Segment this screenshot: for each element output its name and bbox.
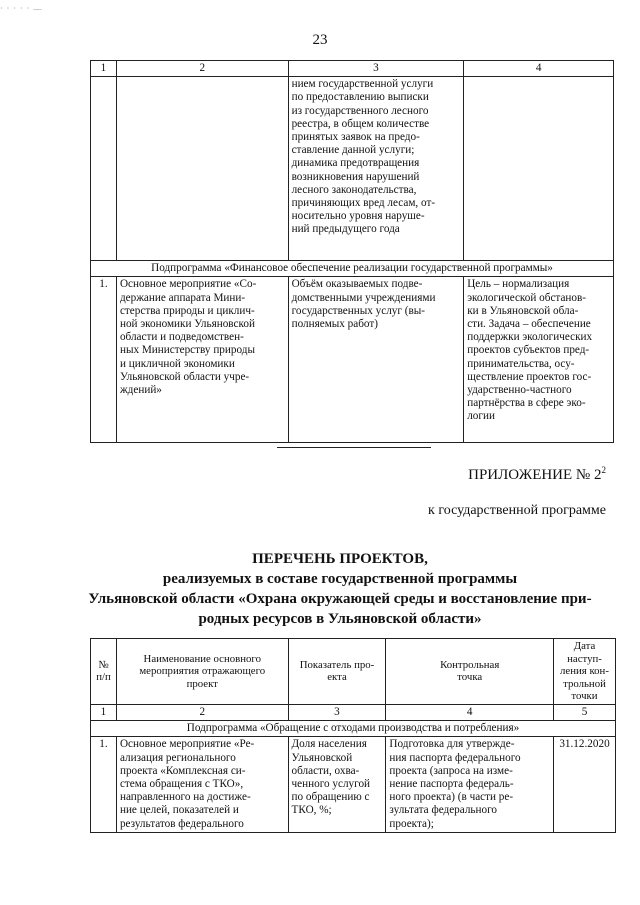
doc-title-line: родных ресурсов в Ульяновской области» xyxy=(198,611,482,627)
checkpoint-date: 31.12.2020 xyxy=(553,737,615,832)
row-number: 1. xyxy=(91,277,117,443)
doc-title-line: Ульяновской области «Охрана окружающей среды и восстановление при- xyxy=(88,591,592,607)
appendix-subtitle: к государственной программе xyxy=(428,503,606,518)
indicator: Доля населения Ульяновской области, охва- ченного услугой по обращению с ТКО, %; xyxy=(288,737,386,832)
activity-name: Основное мероприятие «Со- держание аппарата Мини- стерства природы и циклич- ной экономики Ульяновской области и подведомствен- ных Министерству природы и цикличной экономики Ульяновской области учре- ждений» xyxy=(116,277,288,443)
header-date: Дата наступ- ления кон- трольной точки xyxy=(553,639,615,705)
continuation-text: нием государственной услуги по предоставлению выписки из государственного лесного реестра, в общем количестве принятых заявок на предо- ставление данной услуги; динамика предотвращения возникновения нарушений лесного законодательства, причиняющих вред лесам, от- носительно уровня наруше- ний предыдущего года xyxy=(288,77,464,261)
col-number: 2 xyxy=(116,61,288,77)
col-number: 1 xyxy=(91,61,117,77)
activity-name: Основное мероприятие «Ре- ализация регионального проекта «Комплексная си- стема обращения с ТКО», направленного на достиже- ние целей, показателей и результатов федерального xyxy=(116,737,288,832)
col-number: 4 xyxy=(464,61,614,77)
header-checkpoint: Контрольная точка xyxy=(386,639,554,705)
subprogram-heading: Подпрограмма «Обращение с отходами производства и потребления» xyxy=(91,721,616,737)
projects-table xyxy=(90,638,616,833)
appendix-superscript: 2 xyxy=(601,465,606,475)
doc-title-line: реализуемых в составе государственной программы xyxy=(162,571,518,587)
page-number: 23 xyxy=(312,32,328,48)
col-number: 5 xyxy=(553,704,615,720)
header-activity: Наименование основного мероприятия отражающего проект xyxy=(116,639,288,705)
col-number: 1 xyxy=(91,704,117,720)
doc-title: ПЕРЕЧЕНЬ ПРОЕКТОВ, xyxy=(252,551,428,567)
table-cell xyxy=(116,77,288,261)
corner-mark: · · · · · — xyxy=(0,4,43,13)
col-number: 2 xyxy=(116,704,288,720)
subprogram-heading: Подпрограмма «Финансовое обеспечение реализации государственной программы» xyxy=(91,261,614,277)
header-number: № п/п xyxy=(91,639,117,705)
appendix-label: ПРИЛОЖЕНИЕ № $2^2$ xyxy=(468,465,606,483)
table-cell xyxy=(91,77,117,261)
checkpoint: Подготовка для утвержде- ния паспорта федерального проекта (запроса на изме- нение паспорта федераль- ного проекта) (в части ре- зультата федерального проекта); xyxy=(386,737,554,832)
row-number: 1. xyxy=(91,737,117,832)
continuation-table xyxy=(90,60,614,443)
footnote-divider xyxy=(277,447,431,448)
col-number: 3 xyxy=(288,61,464,77)
indicator: Объём оказываемых подве- домственными учреждениями государственных услуг (вы- полняемых работ) xyxy=(288,277,464,443)
col-number: 4 xyxy=(386,704,554,720)
col-number: 3 xyxy=(288,704,386,720)
goal: Цель – нормализация экологической обстанов- ки в Ульяновской обла- сти. Задача – обеспечение поддержки экологических проектов субъектов пред- принимательства, осу- ществление проектов гос- ударственно-частного партнёрства в сфере эко- логии xyxy=(464,277,614,443)
header-indicator: Показатель про- екта xyxy=(288,639,386,705)
table-cell xyxy=(464,77,614,261)
